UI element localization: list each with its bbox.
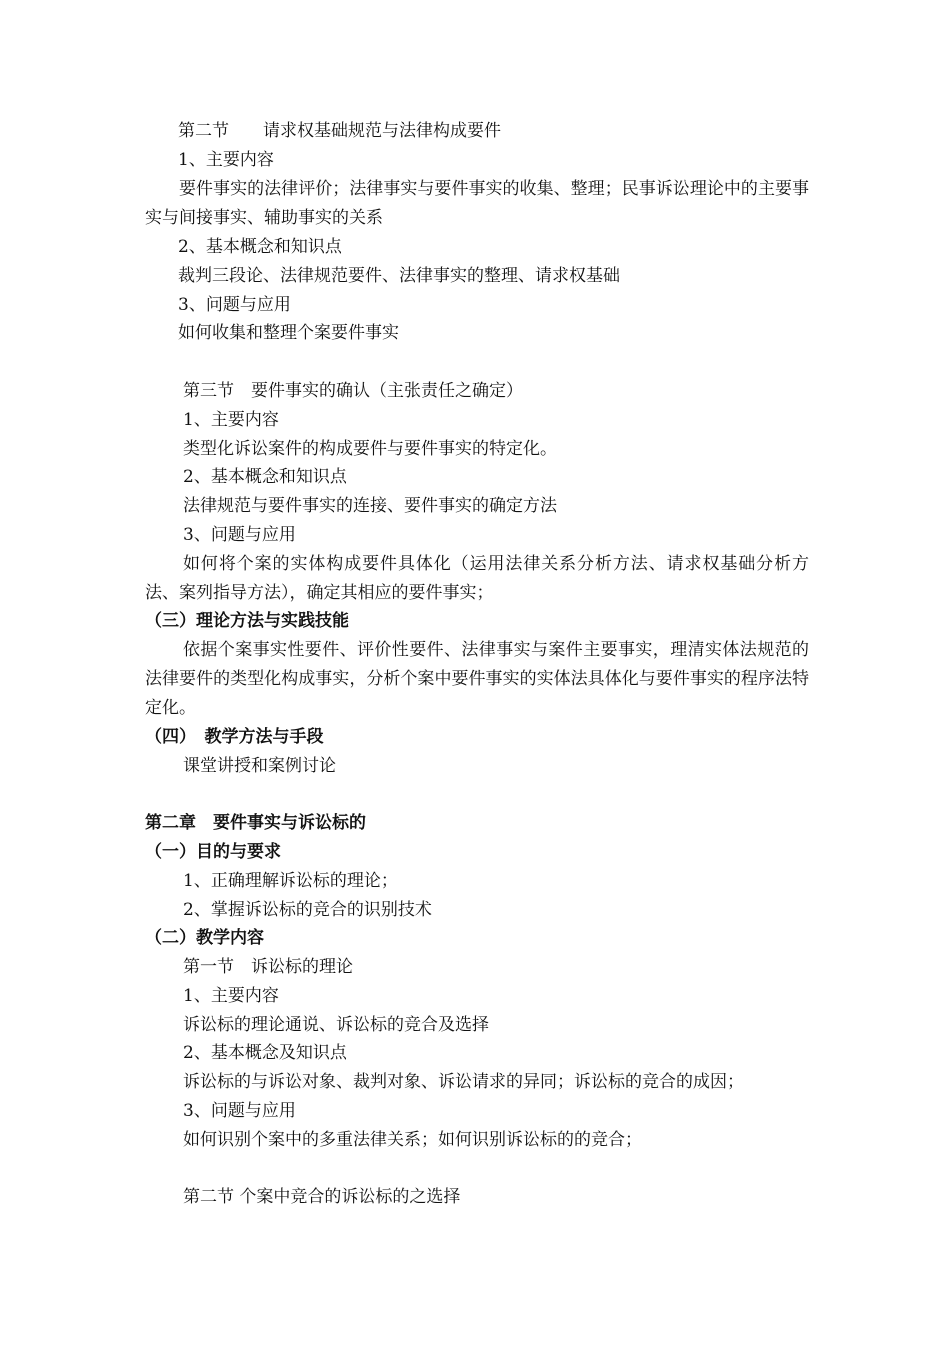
subsection-heading: （四） 教学方法与手段 — [145, 727, 324, 747]
section-heading: 第三节 要件事实的确认（主张责任之确定） — [183, 381, 523, 401]
item-text: 如何收集和整理个案要件事实 — [178, 323, 399, 343]
paragraph: 如何将个案的实体构成要件具体化（运用法律关系分析方法、请求权基础分析方法、案列指导方法），确定其相应的要件事实； — [145, 554, 809, 603]
item-text: 法律规范与要件事实的连接、要件事实的确定方法 — [183, 496, 557, 516]
item-label: 1、主要内容 — [183, 410, 279, 430]
item-label: 3、问题与应用 — [183, 1101, 296, 1121]
item-label: 1、主要内容 — [183, 986, 279, 1006]
item-label: 2、基本概念和知识点 — [178, 237, 342, 257]
section-heading: 第一节 诉讼标的理论 — [183, 957, 353, 977]
paragraph: 依据个案事实性要件、评价性要件、法律事实与案件主要事实，理清实体法规范的法律要件的类型化构成事实，分析个案中要件事实的实体法具体化与要件事实的程序法特定化。 — [145, 640, 809, 718]
item-label: 3、问题与应用 — [178, 295, 291, 315]
subsection-heading: （一）目的与要求 — [145, 842, 281, 862]
item-label: 1、主要内容 — [178, 150, 274, 170]
item-text: 类型化诉讼案件的构成要件与要件事实的特定化。 — [183, 439, 557, 459]
item-text: 诉讼标的与诉讼对象、裁判对象、诉讼请求的异同；诉讼标的竞合的成因； — [183, 1072, 744, 1092]
item-label: 2、基本概念及知识点 — [183, 1043, 347, 1063]
item-label: 2、基本概念和知识点 — [183, 467, 347, 487]
item-text: 诉讼标的理论通说、诉讼标的竞合及选择 — [183, 1015, 489, 1035]
section-heading: 第二节 个案中竞合的诉讼标的之选择 — [183, 1187, 461, 1207]
item-text: 2、掌握诉讼标的竞合的识别技术 — [183, 900, 432, 920]
section-heading: 第二节 请求权基础规范与法律构成要件 — [178, 121, 501, 141]
item-text: 如何识别个案中的多重法律关系；如何识别诉讼标的的竞合； — [183, 1130, 642, 1150]
item-text: 课堂讲授和案例讨论 — [183, 756, 336, 776]
item-text: 1、正确理解诉讼标的理论； — [183, 871, 398, 891]
paragraph: 要件事实的法律评价；法律事实与要件事实的收集、整理；民事诉讼理论中的主要事实与间接事实、辅助事实的关系 — [145, 179, 809, 228]
item-text: 裁判三段论、法律规范要件、法律事实的整理、请求权基础 — [178, 266, 620, 286]
subsection-heading: （二）教学内容 — [145, 928, 264, 948]
chapter-title: 第二章 要件事实与诉讼标的 — [145, 813, 366, 833]
item-label: 3、问题与应用 — [183, 525, 296, 545]
subsection-heading: （三）理论方法与实践技能 — [145, 611, 349, 631]
